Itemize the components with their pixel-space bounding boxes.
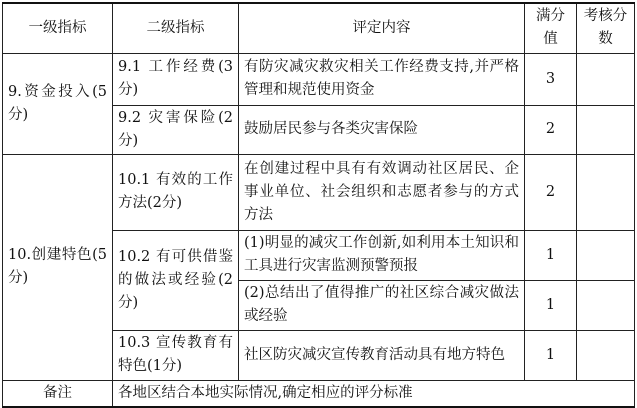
content-cell: 在创建过程中具有有效调动社区居民、企事业单位、社会组织和志愿者参与的方式方法 (239, 154, 525, 230)
table-row (3, 154, 635, 230)
footer-text: 各地区结合本地实际情况,确定相应的评分标准 (113, 380, 635, 407)
level2-cell: 10.3 宣传教育有特色(1分) (113, 330, 239, 380)
score-cell: 2 (525, 154, 577, 230)
score-cell: 1 (525, 280, 577, 330)
level2-cell: 9.2 灾害保险(2分) (113, 105, 239, 154)
header-content: 评定内容 (239, 3, 525, 53)
score-cell: 2 (525, 105, 577, 154)
header-level2: 二级指标 (113, 3, 239, 53)
content-cell: 鼓励居民参与各类灾害保险 (239, 105, 525, 154)
level1-cell: 10.创建特色(5分) (3, 154, 113, 380)
table-row (3, 53, 635, 105)
level2-cell: 9.1 工作经费(3分) (113, 53, 239, 105)
footer-label: 备注 (3, 380, 113, 407)
score-cell: 1 (525, 230, 577, 280)
level2-cell: 10.1 有效的工作方法(2分) (113, 154, 239, 230)
footer-row (3, 380, 635, 407)
level2-cell: 10.2 有可供借鉴的做法或经验(2分) (113, 230, 239, 330)
indicator-table (2, 2, 635, 408)
header-full-score: 满分值 (525, 3, 577, 53)
assess-cell (577, 154, 635, 230)
score-cell: 3 (525, 53, 577, 105)
assess-cell (577, 280, 635, 330)
content-cell: 有防灾减灾救灾相关工作经费支持,并严格管理和规范使用资金 (239, 53, 525, 105)
level1-cell: 9.资金投入(5分) (3, 53, 113, 154)
score-cell: 1 (525, 330, 577, 380)
assess-cell (577, 53, 635, 105)
header-assess-score: 考核分数 (577, 3, 635, 53)
header-row (3, 3, 635, 53)
content-cell: (2)总结出了值得推广的社区综合减灾做法或经验 (239, 280, 525, 330)
content-cell: (1)明显的减灾工作创新,如利用本土知识和工具进行灾害监测预警预报 (239, 230, 525, 280)
assess-cell (577, 105, 635, 154)
header-level1: 一级指标 (3, 3, 113, 53)
content-cell: 社区防灾减灾宣传教育活动具有地方特色 (239, 330, 525, 380)
assess-cell (577, 230, 635, 280)
assess-cell (577, 330, 635, 380)
